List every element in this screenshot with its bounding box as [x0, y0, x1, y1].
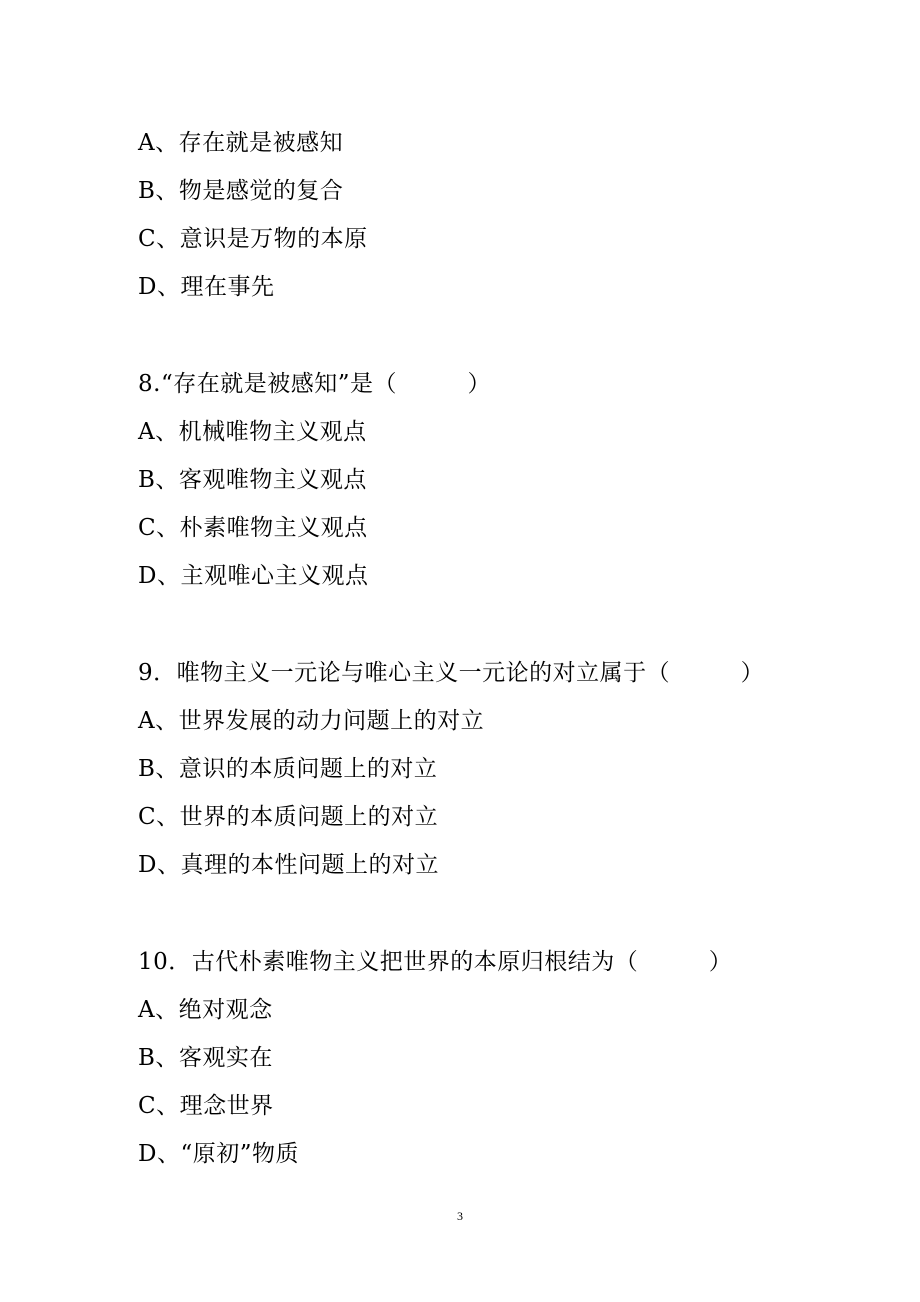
option-a: A、机械唯物主义观点 [138, 419, 367, 445]
option-c: C、世界的本质问题上的对立 [138, 804, 439, 830]
option-a: A、世界发展的动力问题上的对立 [138, 708, 485, 734]
option-d: D、真理的本性问题上的对立 [138, 852, 439, 878]
option-d: D、主观唯心主义观点 [138, 563, 369, 589]
option-c: C、朴素唯物主义观点 [138, 515, 368, 541]
option-d: D、理在事先 [138, 274, 275, 300]
option-b: B、意识的本质问题上的对立 [138, 756, 438, 782]
question-9-stem: 9．唯物主义一元论与唯心主义一元论的对立属于（ ） [138, 660, 765, 686]
option-b: B、物是感觉的复合 [138, 178, 344, 204]
option-b: B、客观唯物主义观点 [138, 467, 367, 493]
option-d: D、“原初”物质 [138, 1141, 299, 1167]
option-c: C、理念世界 [138, 1093, 274, 1119]
option-b: B、客观实在 [138, 1045, 273, 1071]
page-number: 3 [457, 1209, 463, 1223]
question-10-stem: 10．古代朴素唯物主义把世界的本原归根结为（ ） [138, 949, 733, 975]
question-8-stem: 8.“存在就是被感知”是（ ） [138, 371, 491, 397]
option-a: A、存在就是被感知 [138, 130, 344, 156]
option-c: C、意识是万物的本原 [138, 226, 368, 252]
option-a: A、绝对观念 [138, 997, 273, 1023]
